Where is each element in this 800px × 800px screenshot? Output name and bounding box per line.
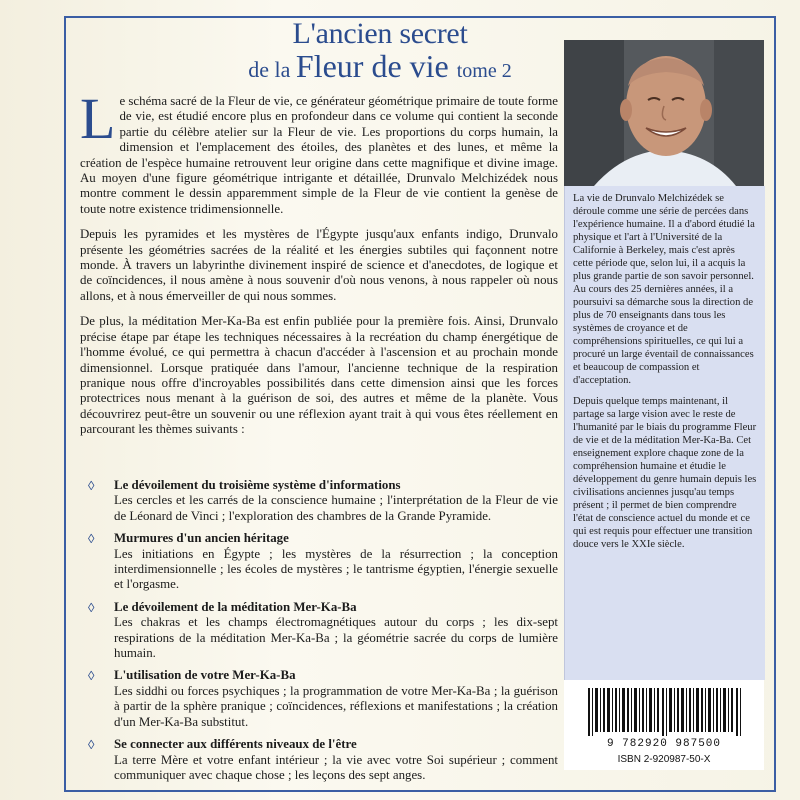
- theme-item: [80, 478, 558, 524]
- theme-text: Les siddhi ou forces psychiques ; la programmation de votre Mer-Ka-Ba ; la guérison à partir de la sphère pranique ; coïncidences, réflexions et manifestations ; la création d'un Mer-Ka-Ba substitut.: [114, 683, 558, 729]
- theme-title: Se connecter aux différents niveaux de l'être: [114, 737, 357, 752]
- theme-title: Le dévoilement de la méditation Mer-Ka-Ba: [114, 599, 357, 614]
- intro-paragraph-1: [80, 86, 558, 217]
- intro-p1-text: e schéma sacré de la Fleur de vie, ce générateur géométrique primaire de toute forme de vie, est étudié encore plus en profondeur dans ce volume qui contient la seconde partie du célèbre atelier sur la Fleur de vie. Les proportions du corps humain, la dimension et l'emplacement des étoiles, des planètes et des lunes, et même la création de l'espèce humaine retrouvent leur origine dans cette magnifique et divine image. Au moyen d'une figure géométrique intrigante et détaillée, Drunvalo Melchizédek nous montre comment le dessin apparemment simple de la Fleur de vie contient la genèse de toute notre existence tridimensionnelle.: [80, 94, 558, 216]
- theme-title: L'utilisation de votre Mer-Ka-Ba: [114, 668, 296, 683]
- theme-item: [80, 531, 558, 593]
- bio-paragraph-1: La vie de Drunvalo Melchizédek se déroule comme une série de percées dans l'expérience humaine. Il a d'abord étudié la physique et l'art à l'Université de la Californie à Berkeley, mais c'est après cette période que, selon lui, il a acquis la plus grande partie de son savoir personnel. Au cours des 25 dernières années, il a poursuivi sa démarche sous la direction de plus de 70 enseignants dans tous les systèmes de croyance et de compréhensions spirituelles, ce qui lui a procuré un large éventail de connaissances et beaucoup de compassion et d'acceptation.: [573, 193, 755, 386]
- author-bio-text: [565, 186, 765, 551]
- theme-item: [80, 600, 558, 662]
- diamond-bullet-icon: ◊: [88, 668, 95, 684]
- theme-text: Les initiations en Égypte ; les mystères de la résurrection ; la conception interdimensionnelle ; les écoles de mystères ; le tantrisme égyptien, l'énergie sexuelle et l'orgasme.: [114, 546, 558, 592]
- title-tome: tome 2: [456, 59, 512, 82]
- intro-paragraph-2: Depuis les pyramides et les mystères de l'Égypte jusqu'aux enfants indigo, Drunvalo présente les géométries sacrées de la réalité et les énergies subtiles qui façonnent notre monde. À travers un labyrinthe divinement inspiré de science et d'anecdotes, de logique et de coïncidences, il nous amène à nous souvenir d'où nous venons, à nous rappeler où nous allons, et à nous émerveiller de qui nous sommes.: [80, 227, 558, 303]
- theme-text: Les cercles et les carrés de la conscience humaine ; l'interprétation de la Fleur de vie de Léonard de Vinci ; l'exploration des chambres de la Grande Pyramide.: [114, 493, 558, 523]
- barcode-number: 9 782920 987500: [606, 738, 722, 750]
- title-prefix: de la: [248, 56, 296, 82]
- theme-title: Le dévoilement du troisième système d'informations: [114, 478, 401, 492]
- author-bio-panel: [564, 186, 765, 680]
- isbn-label: ISBN 2-920987-50-X: [617, 754, 711, 765]
- barcode-icon: [586, 688, 748, 736]
- drop-cap: L: [80, 86, 116, 151]
- theme-item: [80, 737, 558, 783]
- title-main: Fleur de vie: [295, 47, 449, 84]
- title-line-2: [200, 47, 560, 84]
- diamond-bullet-icon: ◊: [88, 599, 95, 615]
- themes-list: [80, 478, 558, 790]
- diamond-bullet-icon: ◊: [88, 531, 95, 547]
- author-photo: [564, 40, 764, 186]
- title-line-1: L'ancien secret: [292, 17, 468, 50]
- diamond-bullet-icon: ◊: [88, 478, 95, 493]
- theme-item: [80, 668, 558, 730]
- description-text: [80, 86, 558, 448]
- theme-title: Murmures d'un ancien héritage: [114, 531, 289, 546]
- bio-paragraph-2: Depuis quelque temps maintenant, il partage sa large vision avec le reste de l'humanité par le biais du programme Fleur de vie et de la méditation Mer-Ka-Ba. Cet enseignement explore chaque zone de la compréhension humaine et étudie le développement du genre humain depuis les civilisations anciennes jusqu'au temps présent ; il permet de bien comprendre l'état de conscience actuel du monde et ce qui est requis pour effectuer une transition douce vers le XXIe siècle.: [573, 396, 757, 550]
- barcode-area: [564, 680, 764, 770]
- author-portrait-icon: [564, 40, 764, 186]
- book-title: [200, 18, 560, 83]
- theme-text: La terre Mère et votre enfant intérieur ; la vie avec votre Soi supérieur ; comment communiquer avec chaque chose ; les leçons des sept anges.: [114, 752, 558, 782]
- theme-text: Les chakras et les champs électromagnétiques autour du corps ; les dix-sept respirations de la méditation Mer-Ka-Ba ; la géométrie sacrée du corps de lumière humain.: [114, 615, 558, 661]
- intro-paragraph-3: De plus, la méditation Mer-Ka-Ba est enfin publiée pour la première fois. Ainsi, Drunvalo précise étape par étape les techniques nécessaires à la recréation du champ énergétique de l'homme évolué, ce qui permettra à chacun d'accéder à l'ascension et au prochain monde dimensionnel. Lorsque pratiquée dans l'amour, l'ancienne technique de la respiration pranique nous offre d'incroyables possibilités dans cette dimension ainsi que les forces protectrices nous menant à la guérison de soi, des autres et même de la planète. Vous découvrirez peut-être un souvenir ou une réflexion ayant trait à qui vous êtes réellement en parcourant les thèmes suivants :: [80, 314, 558, 437]
- diamond-bullet-icon: ◊: [88, 737, 95, 753]
